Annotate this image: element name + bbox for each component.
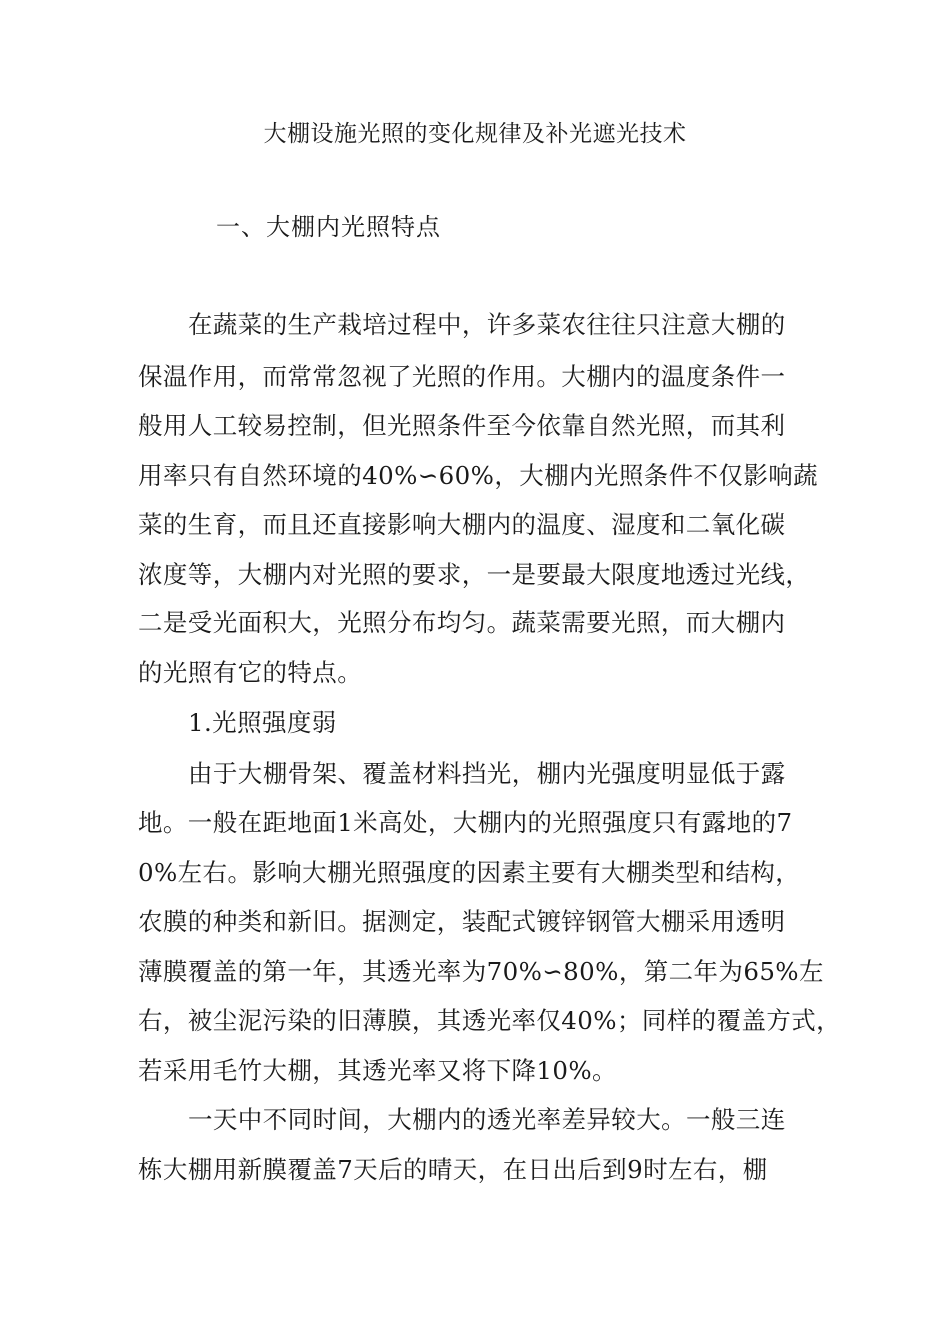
paragraph-line: 右，被尘泥污染的旧薄膜，其透光率仅40%；同样的覆盖方式， bbox=[138, 1006, 842, 1035]
paragraph-line: 在蔬菜的生产栽培过程中，许多菜农往往只注意大棚的 bbox=[188, 310, 786, 339]
paragraph-line: 地。一般在距地面1米高处，大棚内的光照强度只有露地的7 bbox=[138, 808, 793, 837]
paragraph-line: 栋大棚用新膜覆盖7天后的晴天，在日出后到9时左右，棚 bbox=[138, 1155, 768, 1184]
paragraph-line: 用率只有自然环境的40%∽60%，大棚内光照条件不仅影响蔬 bbox=[138, 461, 819, 490]
subheading: 1.光照强度弱 bbox=[188, 708, 337, 737]
paragraph-line: 般用人工较易控制，但光照条件至今依靠自然光照，而其利 bbox=[138, 411, 786, 440]
paragraph-line: 的光照有它的特点。 bbox=[138, 658, 363, 687]
paragraph-line: 二是受光面积大，光照分布均匀。蔬菜需要光照，而大棚内 bbox=[138, 608, 786, 637]
paragraph-line: 0%左右。影响大棚光照强度的因素主要有大棚类型和结构， bbox=[138, 858, 801, 887]
paragraph-line: 保温作用，而常常忽视了光照的作用。大棚内的温度条件一 bbox=[138, 362, 786, 391]
section-heading: 一、大棚内光照特点 bbox=[216, 213, 441, 241]
paragraph-line: 若采用毛竹大棚，其透光率又将下降10%。 bbox=[138, 1056, 617, 1085]
paragraph-line: 浓度等，大棚内对光照的要求，一是要最大限度地透过光线， bbox=[138, 560, 811, 589]
paragraph-line: 菜的生育，而且还直接影响大棚内的温度、湿度和二氧化碳 bbox=[138, 510, 786, 539]
document-title: 大棚设施光照的变化规律及补光遮光技术 bbox=[263, 121, 687, 147]
paragraph-line: 由于大棚骨架、覆盖材料挡光，棚内光强度明显低于露 bbox=[188, 759, 786, 788]
paragraph-line: 薄膜覆盖的第一年，其透光率为70%∽80%，第二年为65%左 bbox=[138, 957, 824, 986]
paragraph-line: 农膜的种类和新旧。据测定，装配式镀锌钢管大棚采用透明 bbox=[138, 907, 786, 936]
paragraph-line: 一天中不同时间，大棚内的透光率差异较大。一般三连 bbox=[188, 1105, 786, 1134]
